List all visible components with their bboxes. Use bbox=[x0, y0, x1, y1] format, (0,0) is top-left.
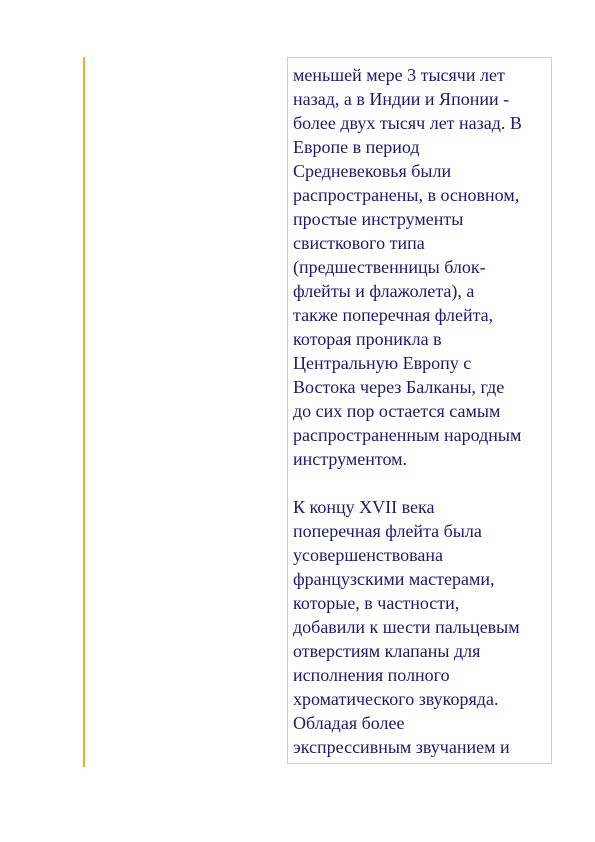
text-line: инструментом. bbox=[293, 449, 408, 469]
text-line: исполнения полного bbox=[293, 665, 450, 685]
text-line: поперечная флейта была bbox=[293, 521, 482, 541]
paragraph-gap bbox=[293, 471, 547, 495]
text-line: распространенным народным bbox=[293, 425, 522, 445]
text-line: (предшественницы блок- bbox=[293, 257, 486, 277]
text-line: простые инструменты bbox=[293, 209, 464, 229]
text-line: также поперечная флейта, bbox=[293, 305, 494, 325]
text-line: хроматического звукоряда. bbox=[293, 689, 499, 709]
paragraph-2 bbox=[293, 495, 547, 759]
text-line: которые, в частности, bbox=[293, 593, 460, 613]
text-line: более двух тысяч лет назад. В bbox=[293, 113, 522, 133]
text-line: распространены, в основном, bbox=[293, 185, 520, 205]
paragraph-1 bbox=[293, 63, 547, 471]
text-line: экспрессивным звучанием и bbox=[293, 737, 510, 757]
text-line: Обладая более bbox=[293, 713, 405, 733]
text-line: французскими мастерами, bbox=[293, 569, 495, 589]
text-line: К концу XVII века bbox=[293, 497, 435, 517]
left-margin-rule bbox=[83, 57, 85, 767]
text-line: добавили к шести пальцевым bbox=[293, 617, 520, 637]
text-line: меньшей мере 3 тысячи лет bbox=[293, 65, 505, 85]
text-column bbox=[287, 57, 552, 764]
text-line: отверстиям клапаны для bbox=[293, 641, 481, 661]
text-line: Центральную Европу с bbox=[293, 353, 472, 373]
text-line: флейты и флажолета), а bbox=[293, 281, 475, 301]
text-line: Европе в период bbox=[293, 137, 420, 157]
text-line: назад, а в Индии и Японии - bbox=[293, 89, 510, 109]
text-line: свисткового типа bbox=[293, 233, 425, 253]
text-line: усовершенствована bbox=[293, 545, 443, 565]
text-line: Средневековья были bbox=[293, 161, 452, 181]
text-line: Востока через Балканы, где bbox=[293, 377, 505, 397]
text-line: до сих пор остается самым bbox=[293, 401, 501, 421]
text-line: которая проникла в bbox=[293, 329, 442, 349]
